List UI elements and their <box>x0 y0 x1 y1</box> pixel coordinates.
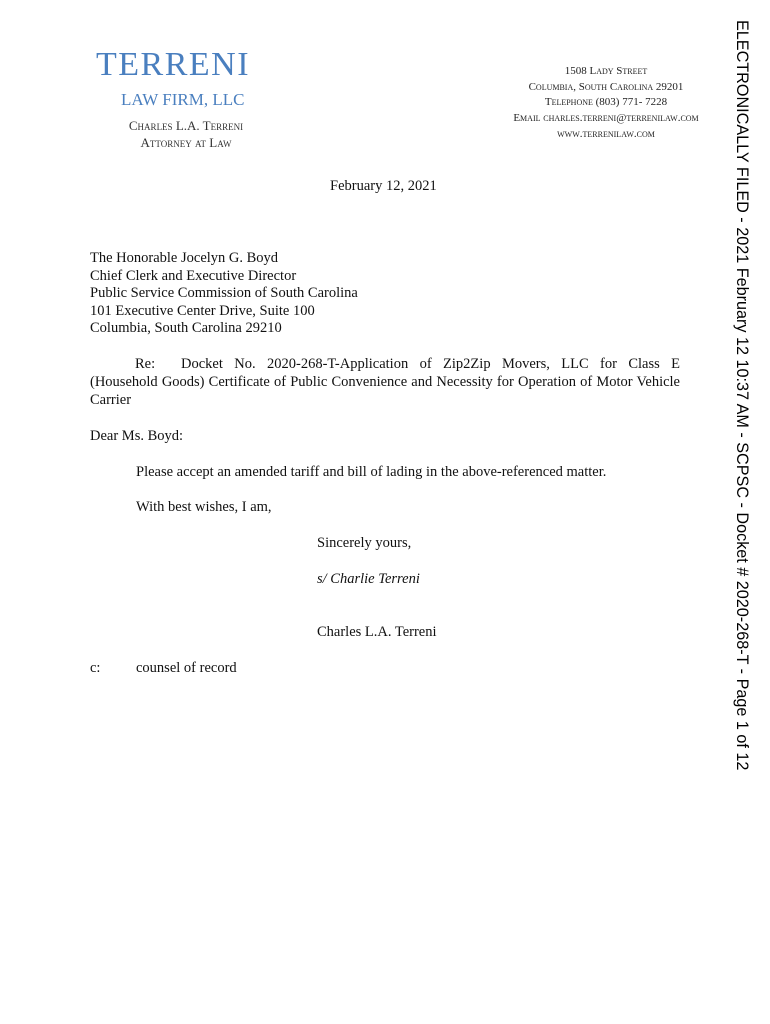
firm-subtitle: LAW FIRM, LLC <box>121 90 245 109</box>
cc-recipients: counsel of record <box>136 660 237 676</box>
recipient-street: 101 Executive Center Drive, Suite 100 <box>90 302 315 319</box>
body-paragraph-2: With best wishes, I am, <box>136 499 272 515</box>
attorney-name: Charles L.A. Terreni <box>128 118 244 133</box>
closing: Sincerely yours, <box>317 535 412 551</box>
salutation: Dear Ms. Boyd: <box>90 428 184 444</box>
signer-name: Charles L.A. Terreni <box>317 624 437 640</box>
subject-label: Re: <box>135 356 156 372</box>
signature: s/ Charlie Terreni <box>317 571 420 587</box>
subject-line <box>90 355 680 409</box>
body-paragraph-1: Please accept an amended tariff and bill of lading in the above-referenced matter. <box>136 464 607 480</box>
filing-stamp-container <box>728 20 756 771</box>
recipient-title: Chief Clerk and Executive Director <box>90 267 297 284</box>
recipient-organization: Public Service Commission of South Carolina <box>90 285 358 302</box>
address-phone: Telephone (803) 771- 7228 <box>544 96 668 108</box>
firm-name-logo: TERRENI <box>96 46 251 83</box>
electronic-filing-stamp: ELECTRONICALLY FILED - 2021 February 12 10:37 AM - SCPSC - Docket # 2020-268-T - Page 1 of 12 <box>733 20 751 771</box>
cc-label: c: <box>90 660 101 676</box>
recipient-block <box>90 249 358 337</box>
recipient-city: Columbia, South Carolina 29210 <box>90 320 282 337</box>
address-street: 1508 Lady Street <box>564 65 648 77</box>
address-city: Columbia, South Carolina 29201 <box>528 81 684 93</box>
recipient-name: The Honorable Jocelyn G. Boyd <box>90 250 279 266</box>
address-website: www.terrenilaw.com <box>557 128 655 140</box>
attorney-title: Attorney at Law <box>140 135 232 150</box>
letter-date: February 12, 2021 <box>330 178 437 194</box>
subject-text: Docket No. 2020-268-T-Application of Zip2Zip Movers, LLC for Class E (Household Goods) Certificate of Public Convenience and Necessity for Operation of Motor Vehicle Carrier <box>90 356 680 408</box>
address-email: Email charles.terreni@terrenilaw.com <box>513 112 699 124</box>
